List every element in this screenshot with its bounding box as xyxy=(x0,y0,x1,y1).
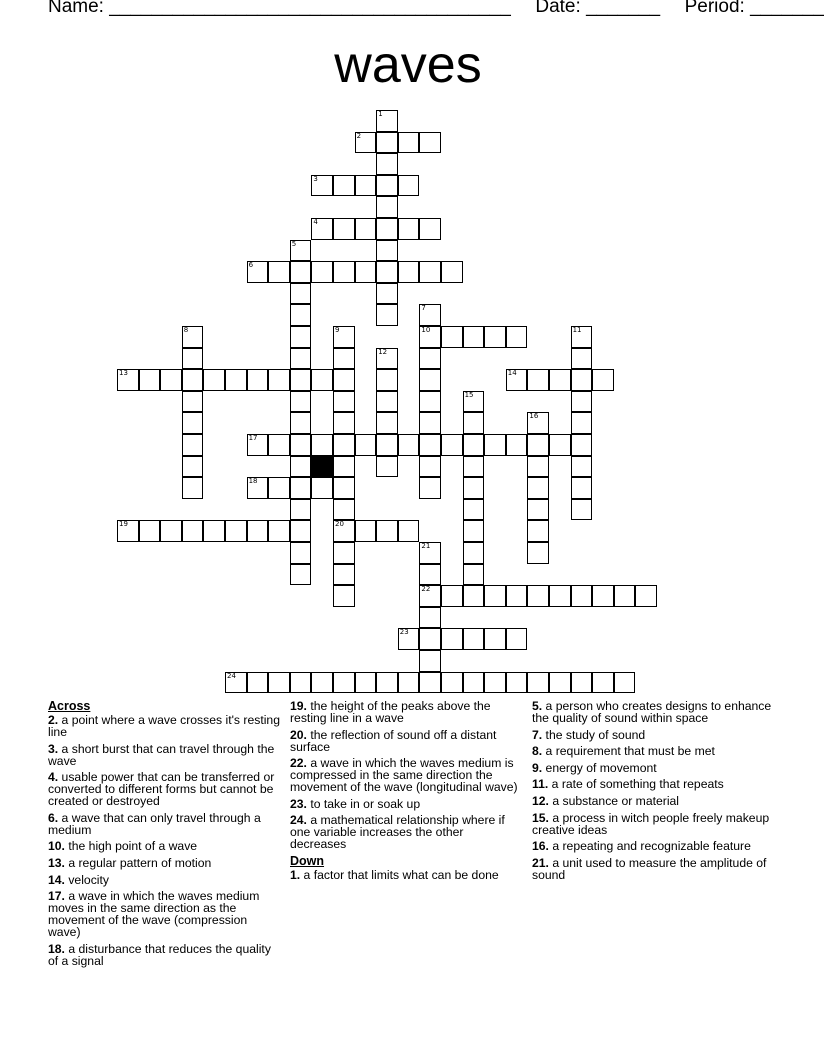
grid-cell[interactable] xyxy=(376,196,398,218)
clue-number: 21 xyxy=(421,542,431,550)
grid-block xyxy=(311,456,333,478)
clue-number: 2 xyxy=(356,131,362,140)
across-clue xyxy=(48,857,280,869)
grid-cell[interactable] xyxy=(225,369,247,391)
grid-cell[interactable] xyxy=(549,585,571,607)
grid-cell[interactable] xyxy=(419,628,441,650)
clue-number-label: 5. xyxy=(532,699,543,713)
clue-number: 6 xyxy=(248,261,254,270)
clue-number: 22 xyxy=(421,585,431,594)
clue-number: 15 xyxy=(464,390,474,399)
grid-cell[interactable] xyxy=(182,348,204,370)
grid-cell[interactable] xyxy=(463,542,485,564)
grid-cell[interactable] xyxy=(419,391,441,413)
clue-number-label: 17. xyxy=(48,889,65,904)
grid-cell[interactable] xyxy=(441,585,463,607)
grid-cell[interactable] xyxy=(463,412,485,434)
clue-text: a wave that can only travel through a medium xyxy=(48,810,261,837)
period-label: Period: xyxy=(684,0,745,17)
grid-cell[interactable] xyxy=(463,585,485,607)
grid-cell[interactable] xyxy=(527,542,549,564)
clue-number-label: 3. xyxy=(48,741,59,756)
grid-cell[interactable] xyxy=(419,261,441,283)
date-blank[interactable]: _______ xyxy=(586,0,661,17)
name-label: Name: xyxy=(48,0,104,17)
grid-cell[interactable] xyxy=(506,672,528,694)
grid-cell[interactable] xyxy=(398,175,420,197)
clue-number: 18 xyxy=(248,477,258,486)
across-clue xyxy=(290,757,518,793)
grid-cell[interactable] xyxy=(182,477,204,499)
clue-text: a factor that limits what can be done xyxy=(300,867,499,882)
grid-cell[interactable] xyxy=(592,672,614,694)
across-clue xyxy=(48,874,280,886)
across-clue xyxy=(48,840,280,852)
down-clue xyxy=(532,778,772,790)
clue-number: 14 xyxy=(507,369,517,378)
grid-cell[interactable] xyxy=(398,520,420,542)
clue-text: a short burst that can travel through the wave xyxy=(48,741,275,768)
across-clue xyxy=(48,943,280,967)
grid-cell[interactable] xyxy=(290,391,312,413)
grid-cell[interactable] xyxy=(311,434,333,456)
grid-cell[interactable] xyxy=(592,585,614,607)
grid-cell[interactable] xyxy=(355,175,377,197)
clue-number: 5 xyxy=(291,239,297,248)
name-blank[interactable]: ______________________________________ xyxy=(109,0,511,17)
grid-cell[interactable] xyxy=(571,585,593,607)
grid-cell[interactable] xyxy=(506,326,528,348)
grid-cell[interactable] xyxy=(160,520,182,542)
grid-cell[interactable] xyxy=(527,520,549,542)
period-blank[interactable]: _______ xyxy=(750,0,824,17)
clue-number-label: 14. xyxy=(48,872,65,887)
grid-cell[interactable] xyxy=(139,520,161,542)
grid-cell[interactable] xyxy=(376,218,398,240)
grid-cell[interactable] xyxy=(182,520,204,542)
grid-cell[interactable] xyxy=(592,369,614,391)
grid-cell[interactable] xyxy=(290,412,312,434)
down-clue xyxy=(532,795,772,807)
clue-number: 8 xyxy=(183,326,189,334)
grid-cell[interactable] xyxy=(463,477,485,499)
grid-cell[interactable] xyxy=(484,326,506,348)
grid-cell[interactable] xyxy=(290,564,312,586)
clue-text: a process in witch people freely makeup creative ideas xyxy=(532,810,770,837)
grid-cell[interactable] xyxy=(398,218,420,240)
grid-cell[interactable] xyxy=(290,456,312,478)
clue-number: 19 xyxy=(119,520,128,529)
grid-cell[interactable] xyxy=(419,434,441,456)
clue-number-label: 11. xyxy=(532,777,549,792)
grid-cell[interactable] xyxy=(419,326,441,348)
clue-number-label: 10. xyxy=(48,839,65,854)
grid-cell[interactable] xyxy=(311,369,333,391)
clue-number-label: 23. xyxy=(290,796,307,811)
clue-number-label: 21. xyxy=(532,855,549,870)
grid-cell[interactable] xyxy=(463,672,485,694)
down-heading: Down xyxy=(290,853,325,868)
grid-cell[interactable] xyxy=(419,369,441,391)
grid-cell[interactable] xyxy=(398,628,420,650)
clue-number-label: 6. xyxy=(48,810,59,825)
grid-cell[interactable] xyxy=(333,499,355,521)
clue-number: 13 xyxy=(119,369,128,378)
grid-cell[interactable] xyxy=(290,520,312,542)
grid-cell[interactable] xyxy=(376,304,398,326)
grid-cell[interactable] xyxy=(376,175,398,197)
grid-cell[interactable] xyxy=(441,434,463,456)
clue-number: 9 xyxy=(335,326,340,334)
grid-cell[interactable] xyxy=(419,542,441,564)
grid-cell[interactable] xyxy=(290,499,312,521)
clue-text: a substance or material xyxy=(548,793,680,808)
grid-cell[interactable] xyxy=(182,326,204,348)
clue-text: a rate of something that repeats xyxy=(548,777,724,792)
grid-cell[interactable] xyxy=(355,261,377,283)
grid-cell[interactable] xyxy=(463,326,485,348)
clue-number-label: 2. xyxy=(48,713,59,727)
grid-cell[interactable] xyxy=(614,672,636,694)
grid-cell[interactable] xyxy=(527,672,549,694)
grid-cell[interactable] xyxy=(376,391,398,413)
clue-text: usable power that can be transferred or converted to different forms but cannot be created or destroyed xyxy=(48,770,275,809)
grid-cell[interactable] xyxy=(571,499,593,521)
across-clue xyxy=(48,890,280,938)
grid-cell[interactable] xyxy=(527,499,549,521)
across-heading: Across xyxy=(48,699,91,713)
grid-cell[interactable] xyxy=(290,283,312,305)
grid-cell[interactable] xyxy=(333,391,355,413)
grid-cell[interactable] xyxy=(419,585,441,607)
grid-cell[interactable] xyxy=(571,434,593,456)
grid-cell[interactable] xyxy=(290,348,312,370)
grid-cell[interactable] xyxy=(268,434,290,456)
grid-cell[interactable] xyxy=(571,391,593,413)
grid-cell[interactable] xyxy=(355,672,377,694)
clue-number-label: 15. xyxy=(532,810,549,825)
grid-cell[interactable] xyxy=(290,261,312,283)
grid-cell[interactable] xyxy=(571,326,593,348)
down-clue xyxy=(532,840,772,852)
grid-cell[interactable] xyxy=(571,369,593,391)
grid-cell[interactable] xyxy=(182,369,204,391)
grid-cell[interactable] xyxy=(355,132,377,154)
grid-cell[interactable] xyxy=(441,672,463,694)
grid-cell[interactable] xyxy=(463,434,485,456)
grid-cell[interactable] xyxy=(160,369,182,391)
grid-cell[interactable] xyxy=(506,369,528,391)
grid-cell[interactable] xyxy=(376,240,398,262)
clue-number-label: 8. xyxy=(532,744,543,759)
clue-text: to take in or soak up xyxy=(306,796,421,811)
grid-cell[interactable] xyxy=(247,261,269,283)
grid-cell[interactable] xyxy=(333,564,355,586)
grid-cell[interactable] xyxy=(247,520,269,542)
grid-cell[interactable] xyxy=(290,369,312,391)
clue-number: 23 xyxy=(399,628,409,637)
grid-cell[interactable] xyxy=(419,304,441,326)
clue-text: the height of the peaks above the resting line in a wave xyxy=(290,699,491,725)
clue-number: 3 xyxy=(313,174,318,183)
grid-cell[interactable] xyxy=(527,585,549,607)
clue-text: velocity xyxy=(64,872,109,887)
grid-cell[interactable] xyxy=(333,348,355,370)
grid-cell[interactable] xyxy=(268,672,290,694)
grid-cell[interactable] xyxy=(506,434,528,456)
down-clue xyxy=(290,869,518,881)
grid-cell[interactable] xyxy=(333,585,355,607)
grid-cell[interactable] xyxy=(311,672,333,694)
grid-cell[interactable] xyxy=(376,434,398,456)
across-clue xyxy=(48,771,280,807)
down-clue xyxy=(532,762,772,774)
down-clue xyxy=(532,700,772,724)
grid-cell[interactable] xyxy=(311,477,333,499)
grid-cell[interactable] xyxy=(290,542,312,564)
grid-cell[interactable] xyxy=(355,520,377,542)
grid-cell[interactable] xyxy=(527,477,549,499)
grid-cell[interactable] xyxy=(182,434,204,456)
grid-cell[interactable] xyxy=(290,434,312,456)
across-clue xyxy=(290,700,518,724)
grid-cell[interactable] xyxy=(376,261,398,283)
grid-cell[interactable] xyxy=(614,585,636,607)
clue-text: a unit used to measure the amplitude of sound xyxy=(532,855,767,882)
grid-cell[interactable] xyxy=(225,672,247,694)
across-clue xyxy=(48,714,280,738)
grid-cell[interactable] xyxy=(333,218,355,240)
grid-cell[interactable] xyxy=(376,412,398,434)
grid-cell[interactable] xyxy=(333,542,355,564)
down-clue xyxy=(532,745,772,757)
clue-number-label: 13. xyxy=(48,855,65,870)
clue-number: 10 xyxy=(421,326,431,334)
grid-cell[interactable] xyxy=(398,672,420,694)
grid-cell[interactable] xyxy=(527,412,549,434)
clue-text: the reflection of sound off a distant surface xyxy=(290,727,497,754)
grid-cell[interactable] xyxy=(290,304,312,326)
clue-number-label: 1. xyxy=(290,867,301,882)
clue-number-label: 20. xyxy=(290,727,307,742)
grid-cell[interactable] xyxy=(419,132,441,154)
clue-number: 4 xyxy=(313,218,318,226)
grid-cell[interactable] xyxy=(441,261,463,283)
grid-cell[interactable] xyxy=(247,477,269,499)
clue-number-label: 22. xyxy=(290,756,307,771)
grid-cell[interactable] xyxy=(376,132,398,154)
clue-number-label: 19. xyxy=(290,699,307,713)
clue-number-label: 18. xyxy=(48,941,65,956)
across-clue xyxy=(48,812,280,836)
grid-cell[interactable] xyxy=(398,261,420,283)
down-clue xyxy=(532,812,772,836)
down-clue xyxy=(532,857,772,881)
grid-cell[interactable] xyxy=(333,434,355,456)
grid-cell[interactable] xyxy=(247,672,269,694)
clue-number: 1 xyxy=(378,110,383,118)
grid-cell[interactable] xyxy=(419,607,441,629)
grid-cell[interactable] xyxy=(139,369,161,391)
grid-cell[interactable] xyxy=(635,585,657,607)
clue-column-1 xyxy=(48,700,280,971)
grid-cell[interactable] xyxy=(463,628,485,650)
clue-number: 20 xyxy=(335,520,344,529)
grid-cell[interactable] xyxy=(333,412,355,434)
clue-number: 7 xyxy=(421,304,426,313)
grid-cell[interactable] xyxy=(484,434,506,456)
grid-cell[interactable] xyxy=(463,520,485,542)
grid-cell[interactable] xyxy=(333,326,355,348)
grid-cell[interactable] xyxy=(527,434,549,456)
grid-cell[interactable] xyxy=(182,412,204,434)
grid-cell[interactable] xyxy=(463,564,485,586)
grid-cell[interactable] xyxy=(506,585,528,607)
grid-cell[interactable] xyxy=(463,499,485,521)
clue-number-label: 12. xyxy=(532,793,549,808)
grid-cell[interactable] xyxy=(571,672,593,694)
clue-text: the study of sound xyxy=(542,727,646,742)
grid-cell[interactable] xyxy=(268,477,290,499)
clue-number: 16 xyxy=(529,412,539,421)
clue-text: a person who creates designs to enhance the quality of sound within space xyxy=(532,699,772,725)
grid-cell[interactable] xyxy=(290,672,312,694)
grid-cell[interactable] xyxy=(376,153,398,175)
down-clue xyxy=(532,729,772,741)
clue-number-label: 16. xyxy=(532,839,549,854)
grid-cell[interactable] xyxy=(549,369,571,391)
grid-cell[interactable] xyxy=(571,477,593,499)
clue-text: a wave in which the waves medium is compressed in the same direction the movement of the wave (longitudinal wave) xyxy=(290,756,518,795)
clue-text: a repeating and recognizable feature xyxy=(548,839,751,854)
grid-cell[interactable] xyxy=(376,520,398,542)
grid-cell[interactable] xyxy=(376,456,398,478)
clue-text: the high point of a wave xyxy=(64,839,198,854)
clue-number: 12 xyxy=(378,347,388,356)
clue-text: a wave in which the waves medium moves in the same direction as the movement of the wave (compression wave) xyxy=(48,889,260,940)
grid-cell[interactable] xyxy=(333,477,355,499)
grid-cell[interactable] xyxy=(571,456,593,478)
clue-column-2 xyxy=(290,700,518,886)
clue-number-label: 4. xyxy=(48,770,59,785)
grid-cell[interactable] xyxy=(398,132,420,154)
grid-cell[interactable] xyxy=(419,412,441,434)
clue-text: energy of movemont xyxy=(542,760,657,775)
grid-cell[interactable] xyxy=(203,520,225,542)
clue-number: 24 xyxy=(227,671,236,680)
clue-text: a disturbance that reduces the quality of a signal xyxy=(48,941,271,968)
grid-cell[interactable] xyxy=(527,369,549,391)
grid-cell[interactable] xyxy=(549,434,571,456)
grid-cell[interactable] xyxy=(247,369,269,391)
page-title: waves xyxy=(334,36,482,94)
grid-cell[interactable] xyxy=(463,456,485,478)
grid-cell[interactable] xyxy=(398,434,420,456)
grid-cell[interactable] xyxy=(333,672,355,694)
clue-number-label: 9. xyxy=(532,760,543,775)
clue-number: 17 xyxy=(248,434,258,442)
grid-cell[interactable] xyxy=(463,391,485,413)
grid-cell[interactable] xyxy=(376,369,398,391)
across-clue xyxy=(290,798,518,810)
clue-text: a point where a wave crosses it's resting line xyxy=(48,713,280,739)
grid-cell[interactable] xyxy=(182,391,204,413)
grid-cell[interactable] xyxy=(333,520,355,542)
grid-cell[interactable] xyxy=(333,175,355,197)
clue-column-3 xyxy=(532,700,772,885)
grid-cell[interactable] xyxy=(419,456,441,478)
grid-cell[interactable] xyxy=(441,326,463,348)
grid-cell[interactable] xyxy=(549,672,571,694)
grid-cell[interactable] xyxy=(376,110,398,132)
clue-text: a regular pattern of motion xyxy=(64,855,212,870)
grid-cell[interactable] xyxy=(484,672,506,694)
grid-cell[interactable] xyxy=(117,369,139,391)
grid-cell[interactable] xyxy=(355,218,377,240)
clue-number-label: 24. xyxy=(290,813,307,828)
grid-cell[interactable] xyxy=(290,240,312,262)
grid-cell[interactable] xyxy=(506,628,528,650)
grid-cell[interactable] xyxy=(419,672,441,694)
grid-cell[interactable] xyxy=(333,369,355,391)
grid-cell[interactable] xyxy=(419,564,441,586)
clue-text: a mathematical relationship where if one variable increases the other decreases xyxy=(290,813,505,852)
grid-cell[interactable] xyxy=(355,434,377,456)
grid-cell[interactable] xyxy=(441,628,463,650)
grid-cell[interactable] xyxy=(333,456,355,478)
grid-cell[interactable] xyxy=(268,369,290,391)
grid-cell[interactable] xyxy=(311,175,333,197)
clue-text: a requirement that must be met xyxy=(542,744,715,759)
clue-number-label: 7. xyxy=(532,727,543,742)
grid-cell[interactable] xyxy=(376,348,398,370)
grid-cell[interactable] xyxy=(484,628,506,650)
grid-cell[interactable] xyxy=(571,412,593,434)
across-clue xyxy=(48,743,280,767)
grid-cell[interactable] xyxy=(571,348,593,370)
date-label: Date: xyxy=(535,0,581,17)
grid-cell[interactable] xyxy=(203,369,225,391)
grid-cell[interactable] xyxy=(419,477,441,499)
grid-cell[interactable] xyxy=(376,672,398,694)
grid-cell[interactable] xyxy=(311,218,333,240)
grid-cell[interactable] xyxy=(419,218,441,240)
grid-cell[interactable] xyxy=(247,434,269,456)
grid-cell[interactable] xyxy=(311,261,333,283)
grid-cell[interactable] xyxy=(419,348,441,370)
grid-cell[interactable] xyxy=(376,283,398,305)
grid-cell[interactable] xyxy=(290,477,312,499)
grid-cell[interactable] xyxy=(225,520,247,542)
grid-cell[interactable] xyxy=(419,650,441,672)
grid-cell[interactable] xyxy=(484,585,506,607)
grid-cell[interactable] xyxy=(117,520,139,542)
grid-cell[interactable] xyxy=(268,261,290,283)
across-clue xyxy=(290,729,518,753)
grid-cell[interactable] xyxy=(268,520,290,542)
clue-number: 11 xyxy=(572,326,582,334)
grid-cell[interactable] xyxy=(527,456,549,478)
grid-cell[interactable] xyxy=(182,456,204,478)
across-clue xyxy=(290,814,518,850)
grid-cell[interactable] xyxy=(290,326,312,348)
grid-cell[interactable] xyxy=(333,261,355,283)
